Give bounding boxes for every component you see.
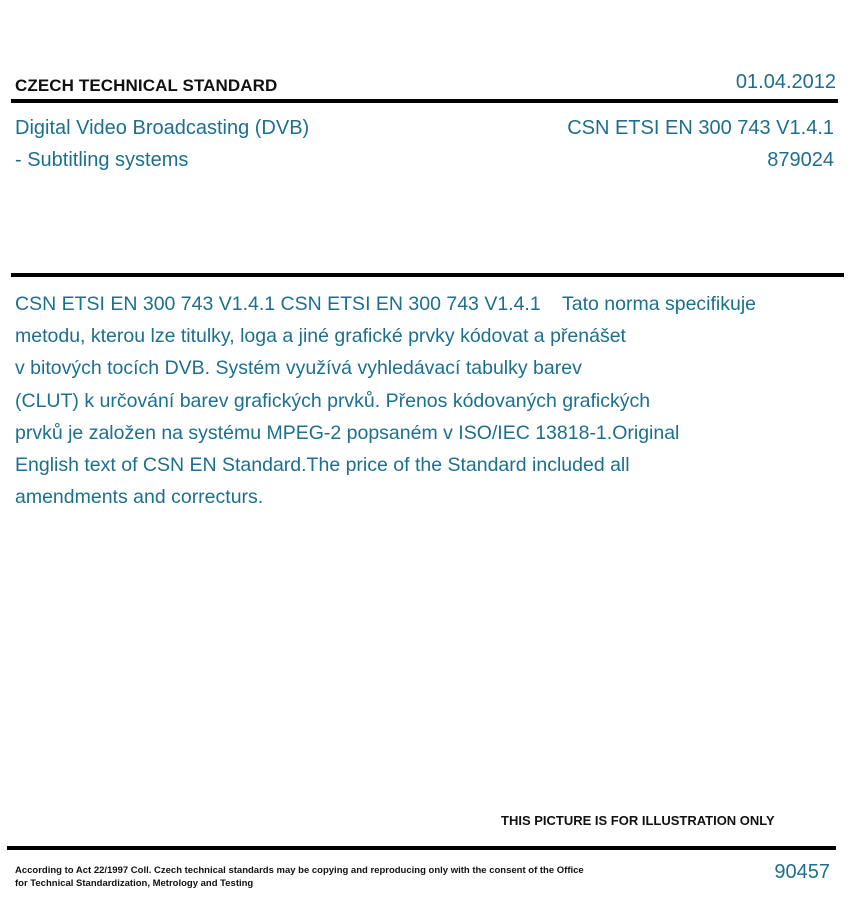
standard-type-label: CZECH TECHNICAL STANDARD — [15, 76, 278, 95]
abstract-line: English text of CSN EN Standard.The price of the Standard included all — [15, 454, 630, 477]
document-number: 90457 — [774, 861, 830, 883]
header-divider — [11, 99, 838, 103]
abstract-line: CSN ETSI EN 300 743 V1.4.1 CSN ETSI EN 300 743 V1.4.1 Tato norma specifikuje — [15, 293, 757, 315]
abstract-line: amendments and correcturs. — [15, 486, 264, 509]
abstract-line: (CLUT) k určování barev grafických prvků. Přenos kódovaných grafických — [15, 389, 651, 412]
legal-notice-line-2: for Technical Standardization, Metrology and Testing — [15, 878, 254, 889]
abstract-line: prvků je založen na systému MPEG-2 popsaném v ISO/IEC 13818-1.Original — [15, 421, 680, 444]
standard-title-line-1: Digital Video Broadcasting (DVB) — [15, 117, 310, 139]
abstract-line: metodu, kterou lze titulky, loga a jiné grafické prvky kódovat a přenášet — [15, 325, 626, 348]
standard-code: CSN ETSI EN 300 743 V1.4.1 — [567, 117, 834, 139]
catalog-number: 879024 — [767, 149, 834, 171]
abstract-line: v bitových tocích DVB. Systém využívá vyhledávací tabulky barev — [15, 357, 582, 380]
footer-divider — [7, 846, 836, 850]
abstract-text — [15, 288, 845, 513]
standard-title-line-2: - Subtitling systems — [15, 149, 189, 171]
legal-notice-line-1: According to Act 22/1997 Coll. Czech technical standards may be copying and reproducing only with the consent of the Office — [15, 865, 584, 876]
publication-date: 01.04.2012 — [735, 71, 836, 93]
title-divider — [11, 273, 844, 277]
illustration-note: THIS PICTURE IS FOR ILLUSTRATION ONLY — [501, 813, 775, 828]
